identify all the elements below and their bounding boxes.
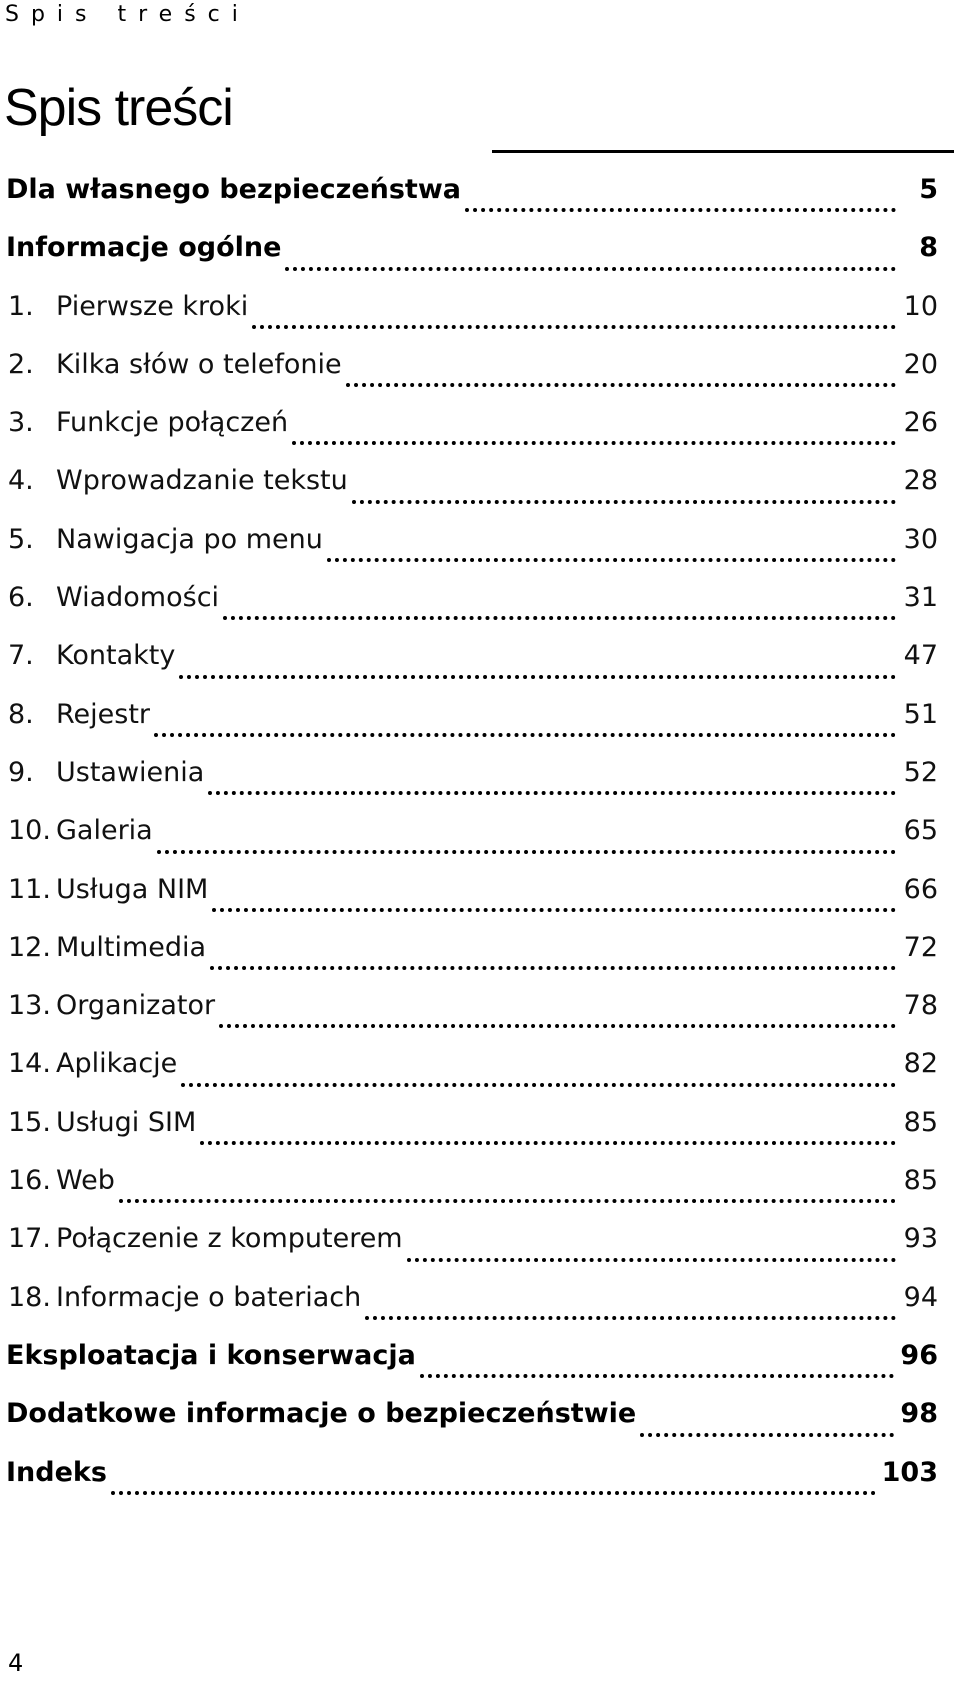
page-number: 4 bbox=[8, 1649, 24, 1677]
dot-leader bbox=[252, 325, 896, 329]
toc-entry[interactable] bbox=[0, 695, 938, 753]
dot-leader bbox=[219, 1024, 896, 1028]
toc-entry-page: 20 bbox=[903, 348, 938, 380]
dot-leader bbox=[640, 1433, 894, 1437]
toc-entry-title: Web bbox=[56, 1165, 115, 1197]
toc-entry-title: Usługa NIM bbox=[56, 873, 209, 905]
dot-leader bbox=[208, 791, 896, 795]
toc-entry-page: 98 bbox=[900, 1398, 938, 1430]
toc-entry-page: 30 bbox=[903, 523, 938, 555]
toc-entry-title: Informacje ogólne bbox=[6, 232, 282, 264]
toc-entry[interactable] bbox=[0, 520, 938, 578]
toc-entry-page: 28 bbox=[903, 465, 938, 497]
page-title: Spis treści bbox=[4, 79, 233, 137]
toc-entry-page: 26 bbox=[903, 407, 938, 439]
toc-entry-title: Usługi SIM bbox=[56, 1106, 197, 1138]
toc-entry-page: 103 bbox=[881, 1456, 938, 1488]
toc-entry-number: 17. bbox=[8, 1223, 51, 1255]
toc-entry-title: Pierwsze kroki bbox=[56, 290, 249, 322]
dot-leader bbox=[346, 383, 896, 387]
dot-leader bbox=[365, 1316, 896, 1320]
running-header: Spis treści bbox=[5, 2, 250, 27]
toc-entry-number: 15. bbox=[8, 1106, 51, 1138]
dot-leader bbox=[223, 616, 896, 620]
toc-entry[interactable] bbox=[0, 636, 938, 694]
toc-entry-number: 4. bbox=[8, 465, 34, 497]
toc-entry-page: 65 bbox=[903, 815, 938, 847]
toc-entry-page: 52 bbox=[903, 756, 938, 788]
toc-entry-page: 82 bbox=[903, 1048, 938, 1080]
toc-entry-title: Dla własnego bezpieczeństwa bbox=[6, 174, 461, 205]
toc-entry-page: 85 bbox=[903, 1106, 938, 1138]
toc-entry-page: 93 bbox=[903, 1223, 938, 1255]
toc-entry-page: 31 bbox=[903, 582, 938, 614]
toc-entry[interactable] bbox=[0, 928, 938, 986]
toc-entry-title: Informacje o bateriach bbox=[56, 1281, 362, 1313]
dot-leader bbox=[292, 441, 896, 445]
dot-leader bbox=[212, 908, 896, 912]
toc-entry-number: 5. bbox=[8, 523, 34, 555]
toc-entry-page: 10 bbox=[903, 290, 938, 322]
dot-leader bbox=[210, 966, 896, 970]
toc-entry-number: 10. bbox=[8, 815, 51, 847]
toc-entry-page: 47 bbox=[903, 640, 938, 672]
toc-entry-number: 11. bbox=[8, 873, 51, 905]
toc-entry-number: 13. bbox=[8, 990, 51, 1022]
toc-entry-title: Wprowadzanie tekstu bbox=[56, 465, 348, 497]
toc-entry-number: 8. bbox=[8, 698, 34, 730]
toc-entry-title: Galeria bbox=[56, 815, 153, 847]
dot-leader bbox=[111, 1491, 876, 1495]
toc-entry-number: 9. bbox=[8, 756, 34, 788]
toc-entry-title: Aplikacje bbox=[56, 1048, 178, 1080]
toc-entry-page: 5 bbox=[919, 174, 938, 205]
dot-leader bbox=[352, 500, 896, 504]
dot-leader bbox=[285, 267, 896, 271]
toc-entry-number: 1. bbox=[8, 290, 34, 322]
toc-entry[interactable] bbox=[0, 287, 938, 345]
toc-entry[interactable] bbox=[0, 1219, 938, 1277]
table-of-contents bbox=[0, 170, 938, 1511]
toc-entry-number: 6. bbox=[8, 582, 34, 614]
toc-entry-title: Kontakty bbox=[56, 640, 176, 672]
dot-leader bbox=[181, 1083, 896, 1087]
toc-entry[interactable] bbox=[0, 1394, 938, 1452]
toc-entry[interactable] bbox=[0, 403, 938, 461]
toc-entry-page: 78 bbox=[903, 990, 938, 1022]
toc-entry-page: 72 bbox=[903, 931, 938, 963]
toc-entry-title: Nawigacja po menu bbox=[56, 523, 323, 555]
toc-entry-title: Ustawienia bbox=[56, 756, 205, 788]
toc-entry-number: 3. bbox=[8, 407, 34, 439]
toc-entry[interactable] bbox=[0, 753, 938, 811]
toc-entry-page: 85 bbox=[903, 1165, 938, 1197]
toc-entry-title: Eksploatacja i konserwacja bbox=[6, 1339, 416, 1371]
toc-entry[interactable] bbox=[0, 1336, 938, 1394]
toc-entry-page: 8 bbox=[919, 232, 938, 264]
toc-entry-title: Dodatkowe informacje o bezpieczeństwie bbox=[6, 1398, 637, 1430]
toc-entry-title: Połączenie z komputerem bbox=[56, 1223, 403, 1255]
toc-entry-title: Multimedia bbox=[56, 931, 207, 963]
dot-leader bbox=[157, 850, 896, 854]
toc-entry-title: Kilka słów o telefonie bbox=[56, 348, 342, 380]
toc-entry-page: 94 bbox=[903, 1281, 938, 1313]
toc-entry-number: 12. bbox=[8, 931, 51, 963]
dot-leader bbox=[420, 1374, 895, 1378]
toc-entry-page: 96 bbox=[900, 1339, 938, 1371]
dot-leader bbox=[407, 1258, 896, 1262]
dot-leader bbox=[154, 733, 896, 737]
toc-entry-title: Indeks bbox=[6, 1456, 107, 1488]
dot-leader bbox=[179, 675, 896, 679]
dot-leader bbox=[465, 208, 896, 212]
toc-entry-number: 7. bbox=[8, 640, 34, 672]
toc-entry[interactable] bbox=[0, 578, 938, 636]
toc-entry[interactable] bbox=[0, 228, 938, 286]
title-rule bbox=[492, 150, 954, 153]
toc-entry-page: 51 bbox=[903, 698, 938, 730]
dot-leader bbox=[119, 1199, 896, 1203]
toc-entry-title: Organizator bbox=[56, 990, 216, 1022]
toc-entry[interactable] bbox=[0, 986, 938, 1044]
toc-entry-number: 16. bbox=[8, 1165, 51, 1197]
toc-entry[interactable] bbox=[0, 461, 938, 519]
toc-entry-page: 66 bbox=[903, 873, 938, 905]
dot-leader bbox=[200, 1141, 896, 1145]
toc-entry-number: 2. bbox=[8, 348, 34, 380]
toc-entry[interactable] bbox=[0, 345, 938, 403]
toc-entry[interactable] bbox=[0, 170, 938, 228]
toc-entry[interactable] bbox=[0, 1161, 938, 1219]
toc-entry-title: Funkcje połączeń bbox=[56, 407, 289, 439]
toc-entry[interactable] bbox=[0, 1044, 938, 1102]
toc-entry[interactable] bbox=[0, 1453, 938, 1511]
toc-entry-number: 14. bbox=[8, 1048, 51, 1080]
toc-entry[interactable] bbox=[0, 1278, 938, 1336]
toc-entry[interactable] bbox=[0, 811, 938, 869]
toc-entry-title: Rejestr bbox=[56, 698, 151, 730]
toc-entry[interactable] bbox=[0, 1103, 938, 1161]
toc-entry-number: 18. bbox=[8, 1281, 51, 1313]
toc-entry[interactable] bbox=[0, 870, 938, 928]
dot-leader bbox=[327, 558, 896, 562]
toc-entry-title: Wiadomości bbox=[56, 582, 220, 614]
